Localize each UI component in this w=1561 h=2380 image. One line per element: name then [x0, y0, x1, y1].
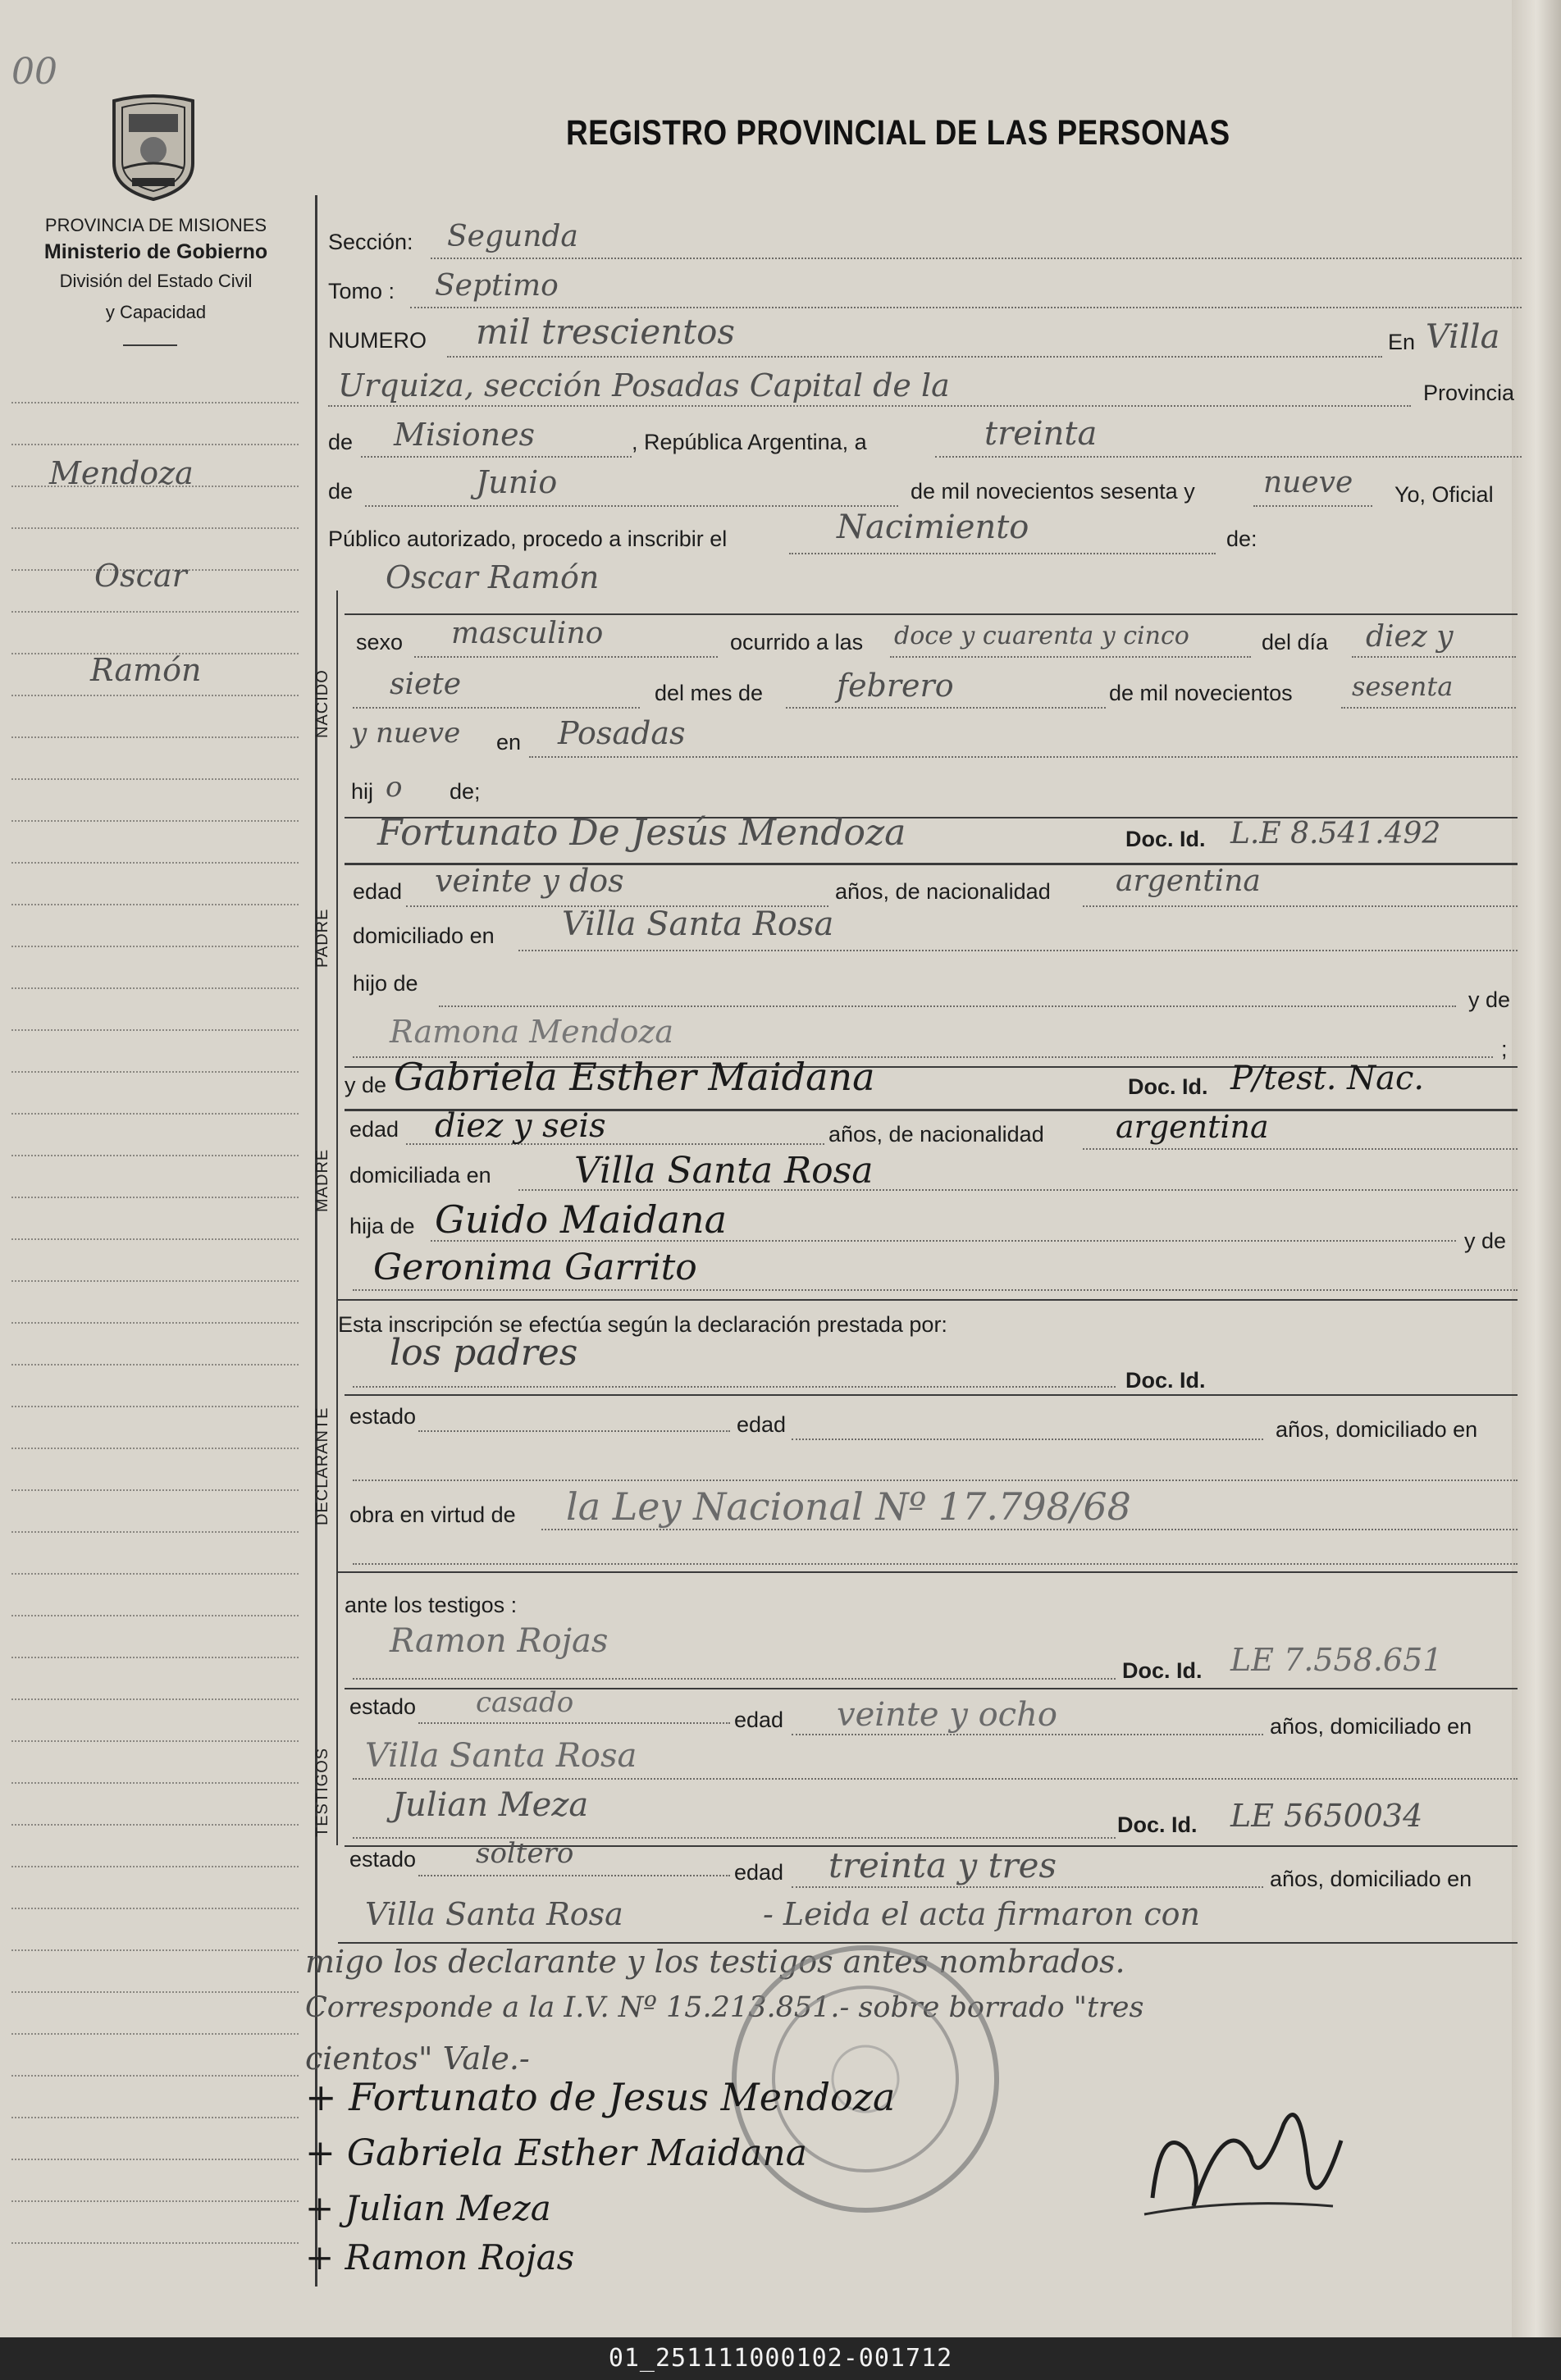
value-testigo1-dom: Villa Santa Rosa [365, 1737, 637, 1775]
label-decl-dom: años, domiciliado en [1276, 1417, 1478, 1442]
label-padre-dom: domiciliado en [353, 923, 495, 948]
margin-ruled-line [11, 1949, 299, 1951]
note-line2: Corresponde a la I.V. Nº 15.213.851.- sobre borrado "tres [305, 1991, 1144, 2024]
value-anio-nac1: sesenta [1352, 671, 1454, 702]
signature-testigo2: + Julian Meza [305, 2188, 551, 2228]
decl-name-rule [345, 1394, 1518, 1396]
label-hij: hij [351, 779, 374, 804]
org-division: División del Estado Civil [59, 271, 253, 291]
label-padre-yde: y de [1468, 987, 1511, 1012]
label-padre-nac: años, de nacionalidad [835, 879, 1051, 904]
label-sexo: sexo [356, 630, 404, 654]
value-padre-dom: Villa Santa Rosa [562, 905, 834, 943]
margin-ruled-line [11, 1029, 299, 1031]
value-seccion: Segunda [447, 220, 578, 253]
margin-ruled-line [11, 946, 299, 947]
label-publico: Público autorizado, procedo a inscribir el [328, 527, 728, 551]
margin-ruled-line [11, 1155, 299, 1156]
value-tomo: Septimo [435, 269, 559, 303]
value-acto: Nacimiento [837, 508, 1029, 546]
label-t1-doc: Doc. Id. [1122, 1658, 1203, 1683]
margin-ruled-line [11, 1824, 299, 1826]
margin-ruled-line [11, 904, 299, 905]
label-tomo: Tomo : [328, 279, 395, 303]
label-de-semi: de; [450, 779, 481, 804]
value-en: Villa [1426, 318, 1500, 356]
value-testigo2-estado: soltero [476, 1837, 574, 1870]
label-madre-yde: y de [345, 1073, 387, 1097]
margin-ruled-line [11, 1448, 299, 1449]
label-de-colon: de: [1226, 527, 1257, 551]
margin-ruled-line [11, 1364, 299, 1366]
value-madre-padre: Guido Maidana [435, 1197, 728, 1242]
label-testigos-side: TESTIGOS [313, 1747, 331, 1837]
margin-ruled-line [11, 1113, 299, 1115]
margin-ruled-line [11, 1615, 299, 1616]
image-caption: 01_251111000102-001712 [0, 2337, 1561, 2380]
value-sexo: masculino [451, 617, 604, 650]
value-testigo1-edad: veinte y ocho [837, 1696, 1057, 1734]
label-en2: en [496, 730, 522, 755]
label-ocurrido: ocurrido a las [730, 630, 864, 654]
label-obra: obra en virtud de [349, 1502, 516, 1527]
value-lugar: Urquiza, sección Posadas Capital de la [338, 367, 950, 404]
margin-ruled-line [11, 611, 299, 613]
label-madre: MADRE [313, 1148, 331, 1212]
margin-ruled-line [11, 1238, 299, 1240]
value-lugar-nac: Posadas [558, 715, 686, 751]
value-provincia: Misiones [394, 417, 536, 453]
margin-ruled-line [11, 695, 299, 696]
value-testigo2-dom: Villa Santa Rosa [365, 1896, 623, 1932]
value-hij-suffix: o [386, 771, 403, 804]
value-padre-edad: veinte y dos [435, 863, 624, 899]
margin-ruled-line [11, 1531, 299, 1533]
label-t1-estado: estado [349, 1694, 417, 1719]
value-padre-nac: argentina [1116, 864, 1261, 898]
margin-ruled-line [11, 402, 299, 404]
value-testigo2-edad: treinta y tres [828, 1845, 1057, 1885]
official-signature-icon [1136, 2075, 1349, 2231]
margin-ruled-line [11, 1489, 299, 1491]
value-numero: mil trescientos [476, 312, 735, 352]
value-madre-edad: diez y seis [435, 1107, 606, 1145]
margin-ruled-line [11, 1071, 299, 1073]
value-madre-doc: P/test. Nac. [1230, 1060, 1425, 1097]
margin-ruled-line [11, 2242, 299, 2244]
value-dia-nac2: siete [390, 668, 462, 701]
margin-ruled-line [11, 1908, 299, 1909]
label-padre-edad: edad [353, 879, 403, 904]
margin-ruled-line [11, 1698, 299, 1700]
label-en: En [1388, 330, 1416, 354]
value-madre-madre: Geronima Garrito [373, 1247, 697, 1288]
signature-testigo1: + Ramon Rojas [305, 2237, 575, 2277]
decl-bottom-rule [338, 1571, 1518, 1573]
signature-madre: + Gabriela Esther Maidana [305, 2132, 807, 2174]
label-del-dia: del día [1262, 630, 1329, 654]
margin-ruled-line [11, 1280, 299, 1282]
madre-bottom-rule [338, 1299, 1518, 1301]
value-testigo1: Ramon Rojas [390, 1622, 609, 1660]
label-mil-nov2: de mil novecientos [1109, 681, 1293, 705]
margin-ruled-line [11, 2033, 299, 2035]
label-decl-doc: Doc. Id. [1125, 1368, 1206, 1393]
corner-mark: 00 [11, 51, 57, 93]
provincial-seal-icon [104, 93, 203, 203]
label-yo-oficial: Yo, Oficial [1394, 482, 1494, 507]
value-padre-doc: L.E 8.541.492 [1230, 817, 1441, 850]
label-decl-estado: estado [349, 1404, 417, 1429]
label-inscripcion: Esta inscripción se efectúa según la declaración prestada por: [338, 1312, 947, 1337]
margin-ruled-line [11, 2159, 299, 2160]
value-testigo2: Julian Meza [392, 1786, 589, 1824]
margin-ruled-line [11, 736, 299, 738]
margin-ruled-line [11, 1197, 299, 1198]
document-title: REGISTRO PROVINCIAL DE LAS PERSONAS [566, 113, 1230, 153]
label-nacido: NACIDO [313, 669, 331, 738]
label-del-mes: del mes de [655, 681, 764, 705]
org-province: PROVINCIA DE MISIONES [44, 215, 267, 235]
value-madre-nac: argentina [1116, 1109, 1269, 1145]
label-madre-edad: edad [349, 1117, 399, 1142]
value-leida: - Leida el acta firmaron con [763, 1896, 1200, 1932]
value-ley: la Ley Nacional Nº 17.798/68 [566, 1484, 1131, 1529]
value-madre-dom: Villa Santa Rosa [574, 1150, 874, 1192]
label-padre-doc: Doc. Id. [1125, 827, 1206, 851]
label-decl-edad: edad [737, 1412, 787, 1437]
page-edge [1512, 0, 1561, 2337]
label-t2-estado: estado [349, 1847, 417, 1872]
label-madre-hija: hija de [349, 1214, 415, 1238]
label-declarante: DECLARANTE [313, 1407, 331, 1525]
org-capacity: y Capacidad [105, 302, 207, 322]
margin-ruled-line [11, 820, 299, 822]
label-de: de [328, 430, 354, 454]
value-testigo2-doc: LE 5650034 [1230, 1798, 1423, 1834]
value-anio-nac2: y nueve [351, 717, 461, 750]
margin-ruled-line [11, 1782, 299, 1784]
value-dia: treinta [984, 415, 1098, 453]
margin-ruled-line [11, 1657, 299, 1658]
margin-ruled-line [11, 444, 299, 445]
nacido-top-rule [345, 613, 1518, 615]
label-mil-nov: de mil novecientos sesenta y [911, 479, 1195, 504]
label-numero: NUMERO [328, 328, 427, 353]
margin-ruled-line [11, 862, 299, 864]
value-dia-nac1: diez y [1366, 620, 1454, 654]
label-padre: PADRE [313, 908, 331, 968]
value-padre-nombre: Fortunato De Jesús Mendoza [377, 812, 906, 854]
value-mes-nac: febrero [837, 668, 954, 704]
value-testigo1-estado: casado [476, 1686, 574, 1719]
margin-name1: Oscar [94, 558, 187, 594]
value-mes: Junio [476, 464, 558, 500]
label-madre-dom: domiciliada en [349, 1163, 491, 1188]
margin-ruled-line [11, 778, 299, 780]
value-declarante: los padres [390, 1332, 578, 1374]
margin-ruled-line [11, 2200, 299, 2202]
org-divider [123, 344, 177, 346]
margin-ruled-line [11, 987, 299, 989]
margin-surname: Mendoza [49, 455, 194, 491]
label-semicolon: ; [1501, 1037, 1508, 1061]
label-republica: , República Argentina, a [632, 430, 867, 454]
margin-ruled-line [11, 1322, 299, 1324]
label-t2-doc: Doc. Id. [1117, 1812, 1198, 1837]
label-testigos: ante los testigos : [345, 1593, 518, 1617]
value-anio: nueve [1263, 466, 1353, 499]
value-nombre: Oscar Ramón [386, 559, 600, 595]
margin-ruled-line [11, 1573, 299, 1575]
value-padre-madre: Ramona Mendoza [390, 1014, 674, 1050]
note-line3: cientos" Vale.- [305, 2040, 530, 2077]
label-madre-doc: Doc. Id. [1128, 1074, 1208, 1099]
margin-ruled-line [11, 1991, 299, 1993]
value-madre-nombre: Gabriela Esther Maidana [394, 1055, 875, 1099]
label-t1-edad: edad [734, 1707, 784, 1732]
margin-ruled-line [11, 2117, 299, 2118]
label-padre-hijo: hijo de [353, 971, 418, 996]
label-t1-dom: años, domiciliado en [1270, 1714, 1472, 1739]
margin-ruled-line [11, 1406, 299, 1407]
value-hora: doce y cuarenta y cinco [894, 622, 1189, 650]
margin-ruled-line [11, 1740, 299, 1742]
label-t2-edad: edad [734, 1860, 784, 1885]
label-t2-dom: años, domiciliado en [1270, 1867, 1472, 1891]
margin-ruled-line [11, 1866, 299, 1867]
label-madre-nac: años, de nacionalidad [828, 1122, 1044, 1147]
signature-padre: + Fortunato de Jesus Mendoza [305, 2075, 896, 2119]
section-inner-rule [336, 590, 338, 1845]
margin-ruled-line [11, 2075, 299, 2077]
value-testigo1-doc: LE 7.558.651 [1230, 1642, 1443, 1678]
label-de2: de [328, 479, 354, 504]
org-ministry: Ministerio de Gobierno [43, 240, 268, 263]
margin-name2: Ramón [90, 652, 202, 688]
label-madre-yde: y de [1464, 1229, 1507, 1253]
margin-ruled-line [11, 527, 299, 529]
label-provincia: Provincia [1423, 381, 1515, 405]
label-seccion: Sección: [328, 230, 413, 254]
note-line1: migo los declarante y los testigos antes nombrados. [305, 1944, 1125, 1980]
